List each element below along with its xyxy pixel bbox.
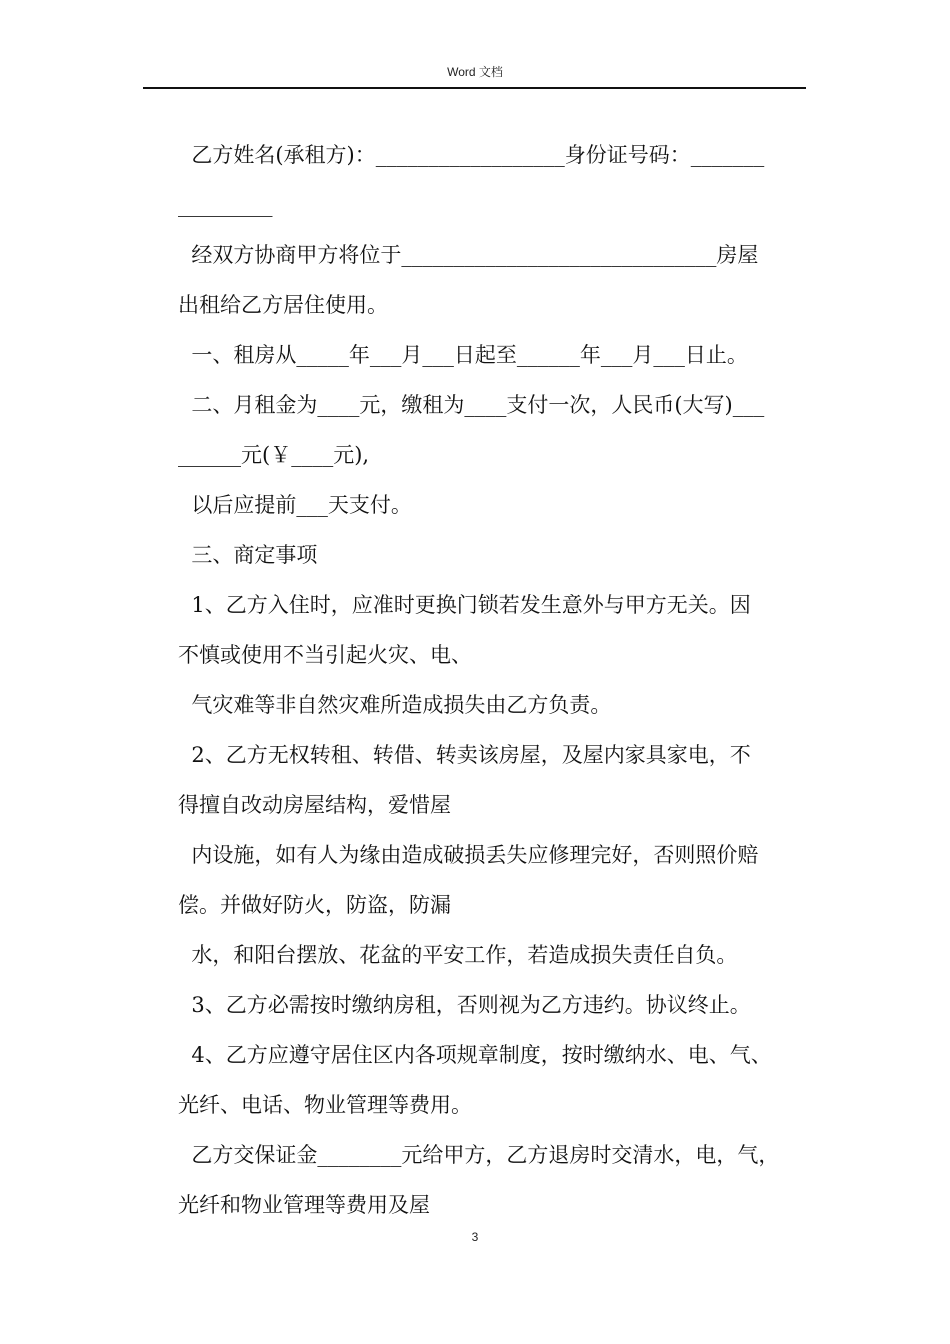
page-header: Word 文档 bbox=[447, 65, 503, 79]
text-line: 乙方交保证金________元给甲方，乙方退房时交清水，电，气， bbox=[178, 1143, 780, 1167]
text-line: 以后应提前___天支付。 bbox=[178, 493, 412, 517]
text-line: 3、乙方必需按时缴纳房租，否则视为乙方违约。协议终止。 bbox=[178, 993, 751, 1017]
text-line: 1、乙方入住时，应准时更换门锁若发生意外与甲方无关。因 bbox=[178, 593, 751, 617]
text-line: 水，和阳台摆放、花盆的平安工作，若造成损失责任自负。 bbox=[178, 943, 738, 967]
text-line: _________ bbox=[178, 193, 273, 217]
text-line: 偿。并做好防火，防盗，防漏 bbox=[178, 893, 451, 917]
text-line: 经双方协商甲方将位于______________________________房屋 bbox=[178, 243, 759, 267]
text-line: 4、乙方应遵守居住区内各项规章制度，按时缴纳水、电、气、 bbox=[178, 1043, 772, 1067]
text-line: ______元(￥____元), bbox=[178, 443, 370, 467]
page-number: 3 bbox=[471, 1230, 479, 1244]
text-line: 内设施，如有人为缘由造成破损丢失应修理完好，否则照价赔 bbox=[178, 843, 759, 867]
text-line: 乙方姓名(承租方)：__________________身份证号码：_______ bbox=[178, 143, 765, 167]
text-line: 三、商定事项 bbox=[178, 543, 318, 567]
text-line: 一、租房从_____年___月___日起至______年___月___日止。 bbox=[178, 343, 748, 367]
text-line: 不慎或使用不当引起火灾、电、 bbox=[178, 643, 472, 667]
text-line: 2、乙方无权转租、转借、转卖该房屋，及屋内家具家电，不 bbox=[178, 743, 751, 767]
text-line: 出租给乙方居住使用。 bbox=[178, 293, 388, 317]
text-line: 二、月租金为____元，缴租为____支付一次，人民币(大写)___ bbox=[178, 393, 765, 417]
text-line: 光纤、电话、物业管理等费用。 bbox=[178, 1093, 472, 1117]
text-line: 气灾难等非自然灾难所造成损失由乙方负责。 bbox=[178, 693, 612, 717]
text-line: 光纤和物业管理等费用及屋 bbox=[178, 1193, 430, 1217]
document-body bbox=[178, 130, 810, 1230]
text-line: 得擅自改动房屋结构，爱惜屋 bbox=[178, 793, 451, 817]
header-divider bbox=[143, 87, 806, 89]
